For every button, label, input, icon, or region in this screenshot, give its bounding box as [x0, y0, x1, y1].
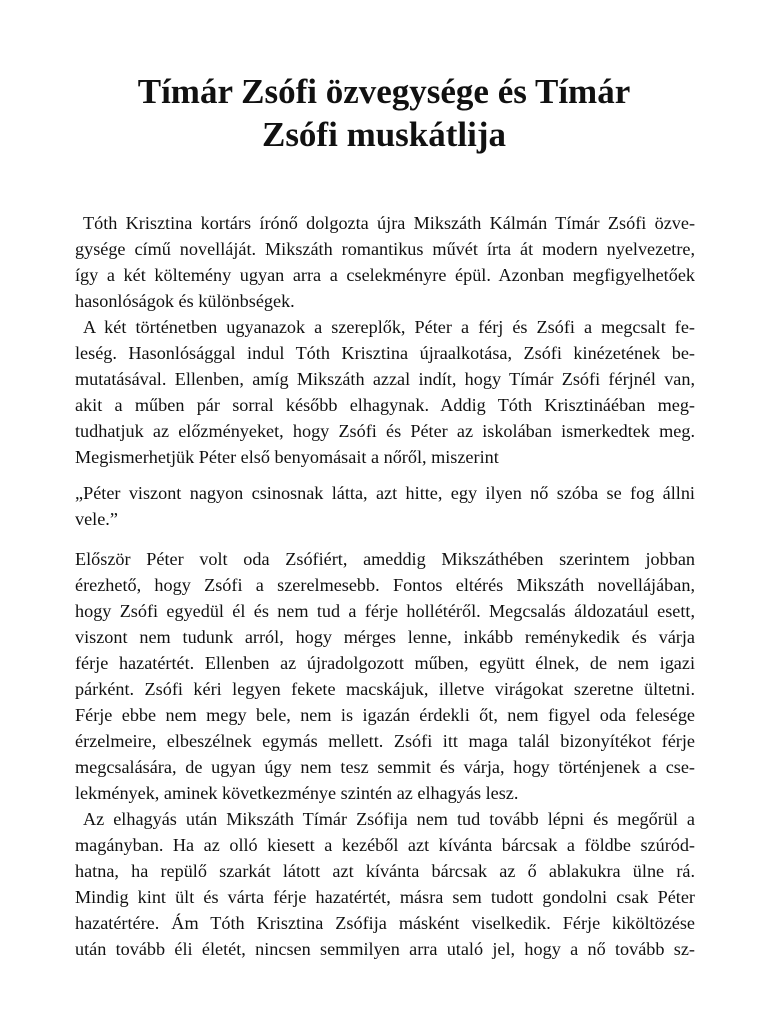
- text-line: leség. Hasonlósággal indul Tóth Krisztina újraalkotása, Zsófi kinézetének be-: [75, 343, 695, 363]
- text-line: így a két költemény ugyan arra a cselekményre épül. Azonban megfigyelhetőek: [75, 265, 695, 285]
- text-line: Először Péter volt oda Zsófiért, ameddig Mikszáthében szerintem jobban: [75, 549, 695, 569]
- text-line: hogy Zsófi egyedül él és nem tud a férje hollétéről. Megcsalás áldozatául esett,: [75, 601, 695, 621]
- text-line: hasonlóságok és különbségek.: [75, 291, 295, 311]
- text-line: érzelmeire, elbeszélnek egymás mellett. Zsófi itt maga talál bizonyítékot férje: [75, 731, 695, 751]
- quote-block: [75, 480, 695, 532]
- text-line: lekmények, aminek következménye szintén az elhagyás lesz.: [75, 783, 519, 803]
- title-line: Tímár Zsófi özvegysége és Tímár: [137, 72, 631, 111]
- document-title: [60, 70, 708, 156]
- text-line: tudhatjuk az előzményeket, hogy Zsófi és Péter az iskolában ismerkedtek meg.: [75, 421, 695, 441]
- text-line: magányban. Ha az olló kiesett a kezéből azt kívánta bárcsak a földbe szúród-: [75, 835, 695, 855]
- document-body: [75, 210, 695, 962]
- text-line: Tóth Krisztina kortárs írónő dolgozta újra Mikszáth Kálmán Tímár Zsófi özve-: [83, 213, 695, 233]
- paragraph: [75, 210, 695, 314]
- paragraph: [75, 806, 695, 962]
- text-line: Az elhagyás után Mikszáth Tímár Zsófija nem tud tovább lépni és megőrül a: [83, 809, 695, 829]
- text-line: Mindig kint ült és várta férje hazatértét, másra sem tudott gondolni csak Péter: [75, 887, 695, 907]
- text-line: férje hazatértét. Ellenben az újradolgozott műben, együtt élnek, de nem igazi: [75, 653, 695, 673]
- text-line: érezhető, hogy Zsófi a szerelmesebb. Fontos eltérés Mikszáth novellájában,: [75, 575, 695, 595]
- text-line: párként. Zsófi kéri legyen fekete macskájuk, illetve virágokat szeretne ültetni.: [75, 679, 695, 699]
- paragraph: [75, 314, 695, 470]
- text-line: A két történetben ugyanazok a szereplők, Péter a férj és Zsófi a megcsalt fe-: [83, 317, 695, 337]
- text-line: mutatásával. Ellenben, amíg Mikszáth azzal indít, hogy Tímár Zsófi férjnél van,: [75, 369, 695, 389]
- text-line: hatna, ha repülő szarkát látott azt kívánta bárcsak az ő ablakukra ülne rá.: [75, 861, 695, 881]
- text-line: vele.”: [75, 509, 118, 529]
- title-line: Zsófi muskátlija: [261, 115, 507, 154]
- text-line: „Péter viszont nagyon csinosnak látta, azt hitte, egy ilyen nő szóba se fog állni: [75, 483, 695, 503]
- text-line: Megismerhetjük Péter első benyomásait a nőről, miszerint: [75, 447, 499, 467]
- text-line: Férje ebbe nem megy bele, nem is igazán érdekli őt, nem figyel oda felesége: [75, 705, 695, 725]
- text-line: hazatértére. Ám Tóth Krisztina Zsófija másként viselkedik. Férje kiköltözése: [75, 913, 695, 933]
- text-line: megcsalására, de ugyan úgy nem tesz semmit és várja, hogy történjenek a cse-: [75, 757, 695, 777]
- text-line: gysége című novelláját. Mikszáth romantikus művét írta át modern nyelvezetre,: [75, 239, 695, 259]
- paragraph: [75, 546, 695, 806]
- text-line: akit a műben pár sorral később elhagynak. Addig Tóth Krisztináéban meg-: [75, 395, 695, 415]
- text-line: viszont nem tudunk arról, hogy mérges lenne, inkább reménykedik és várja: [75, 627, 695, 647]
- text-line: után tovább éli életét, nincsen semmilyen arra utaló jel, hogy a nő tovább sz-: [75, 939, 695, 959]
